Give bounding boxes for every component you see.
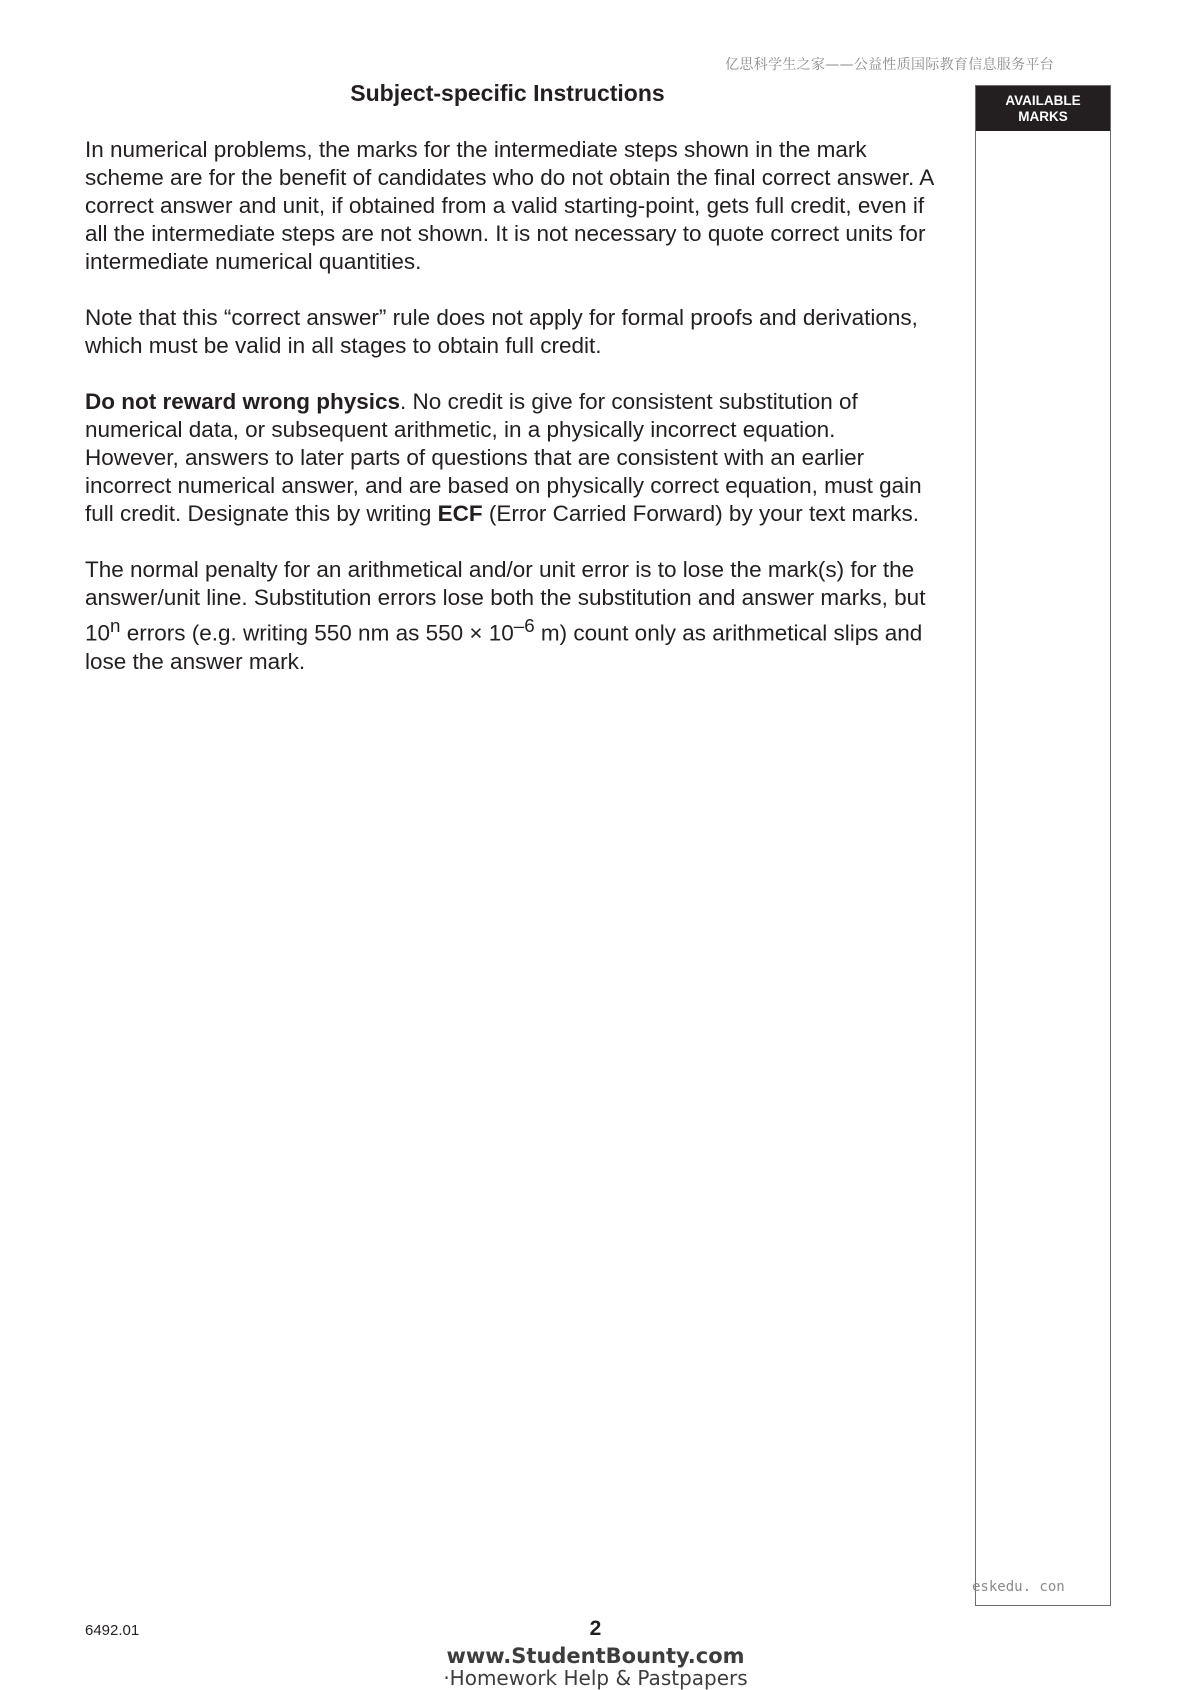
text: m) count only as arithmetical slips and lose the answer mark.: [85, 620, 923, 674]
page-title: Subject-specific Instructions: [350, 80, 665, 106]
paragraph-penalty: [85, 556, 935, 676]
text: The normal penalty for an arithmetical and/or unit error is to lose the mark(s) for the answer/unit line. Substitution errors lose both the substitution and answer marks, but 10: [85, 557, 926, 646]
available-marks-column: [975, 85, 1111, 1606]
text: . No credit is give for consistent substitution of numerical data, or subsequent arithmetic, in a physically incorrect equation. However, answers to later parts of questions that are consistent with an earlier incorrect numerical answer, and are based on physically correct equation, must gain full credit. Designate this by writing: [85, 389, 922, 526]
text: 10: [482, 620, 514, 646]
brand-tagline: ·Homework Help & Pastpapers: [443, 1666, 748, 1690]
watermark-side: eskedu. con: [972, 1579, 1065, 1595]
instructions-body: [85, 136, 935, 704]
text: (Error Carried Forward) by your text marks.: [482, 501, 919, 526]
paragraph-wrong-physics: [85, 388, 935, 528]
available-marks-header: [976, 86, 1110, 131]
brand-url: www.StudentBounty.com: [446, 1644, 745, 1668]
page-number: 2: [589, 1617, 602, 1640]
brand-logo: [0, 1645, 1191, 1689]
superscript-exponent: –6: [513, 615, 535, 636]
marks-header-line: AVAILABLE: [1005, 93, 1081, 108]
text: errors (e.g. writing 550 nm as 550: [120, 620, 470, 646]
watermark-top: 亿思科学生之家——公益性质国际教育信息服务平台: [725, 57, 1054, 73]
times-sign: ×: [469, 620, 483, 646]
superscript-n: n: [110, 615, 121, 636]
ecf-term: ECF: [437, 501, 483, 526]
paper-code: 6492.01: [85, 1622, 140, 1639]
bold-lead: Do not reward wrong physics: [85, 389, 401, 414]
paragraph-numerical: In numerical problems, the marks for the intermediate steps shown in the mark scheme are for the benefit of candidates who do not obtain the final correct answer. A correct answer and unit, if obtained from a valid starting-point, gets full credit, even if all the intermediate steps are not shown. It is not necessary to quote correct units for intermediate numerical quantities.: [85, 137, 934, 274]
paragraph-correct-answer-rule: Note that this “correct answer” rule does not apply for formal proofs and derivations, which must be valid in all stages to obtain full credit.: [85, 305, 918, 358]
marks-header-line: MARKS: [1018, 109, 1068, 124]
